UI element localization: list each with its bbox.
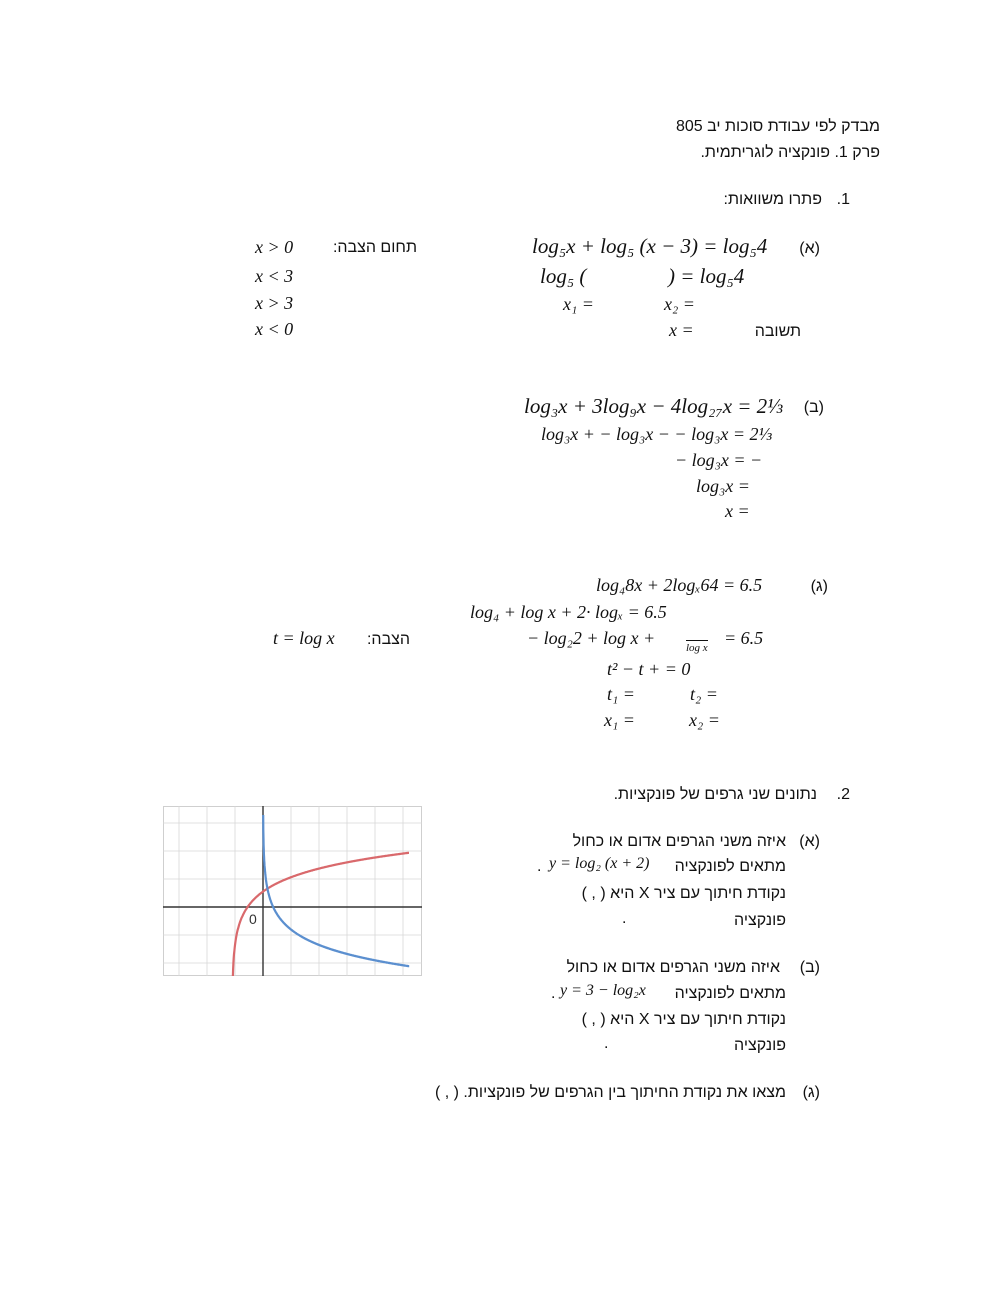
q2b-func-word: פונקציה: [734, 1037, 786, 1054]
function-graph: [163, 806, 422, 976]
q1-title: פתרו משוואות:: [723, 191, 822, 208]
q2-title: נתונים שני גרפים של פונקציות.: [613, 786, 817, 803]
q1a-domain-label: תחום הצבה:: [332, 239, 417, 256]
domain-option-4[interactable]: x < 0: [255, 319, 294, 339]
domain-option-3[interactable]: x > 3: [255, 293, 294, 313]
q2b-dot: .: [551, 985, 556, 1002]
q2c-text: מצאו את נקודת החיתוך בין הגרפים של פונקציות. ( , ): [434, 1084, 786, 1101]
q2c-label: (ג): [802, 1084, 820, 1101]
q1c-line3: − log₂2 + log x +: [527, 628, 656, 648]
q1c-substitution: t = log x: [273, 628, 335, 648]
q1-number: 1.: [836, 191, 850, 208]
page-title: מבדק לפי עבודת סוכות יב 805: [675, 118, 880, 135]
q1a-label: (א): [799, 240, 820, 257]
q2b-function: y = 3 − log₂x: [560, 982, 646, 999]
q1c-sub-label: הצבה:: [366, 631, 410, 648]
q1c-fraction-denominator: log x: [686, 642, 708, 654]
q1a-x2: x₂ =: [664, 294, 695, 314]
q1c-line4: t² − t + = 0: [607, 659, 691, 679]
q1a-line2-right: ) = log₅4: [668, 264, 745, 288]
q2-number: 2.: [836, 786, 850, 803]
q2a-func-word: פונקציה: [734, 912, 786, 929]
q1c-label: (ג): [810, 578, 828, 595]
graph-border: [164, 807, 422, 976]
q1b-line4: log₃x =: [696, 476, 750, 496]
q1a-answer-label: תשובה: [754, 323, 801, 340]
q1c-x1: x₁ =: [604, 710, 635, 730]
q1a-x1: x₁ =: [563, 294, 594, 314]
q2b-question: איזה משני הגרפים אדום או כחול: [566, 959, 780, 976]
q2b-func-prefix: מתאים לפונקציה: [674, 985, 786, 1002]
q2b-label: (ב): [799, 959, 820, 976]
q1a-equation: log₅x + log₅ (x − 3) = log₅4: [532, 234, 768, 258]
q1b-line2: log₃x + − log₃x − − log₃x = 2⅓: [541, 424, 772, 444]
q1c-t1: t₁ =: [607, 684, 635, 704]
q1b-line5: x =: [725, 501, 750, 521]
q1c-line3-eq: = 6.5: [724, 628, 764, 648]
q1c-line2: log₄ + log x + 2· logₓ = 6.5: [470, 602, 667, 622]
q1c-t2: t₂ =: [690, 684, 718, 704]
q1b-equation: log₃x + 3log₉x − 4log₂₇x = 2⅓: [524, 394, 783, 418]
q1b-label: (ב): [803, 399, 824, 416]
q2a-label: (א): [799, 833, 820, 850]
q2a-dot: .: [537, 858, 542, 875]
q1a-line2-left: log₅ (: [540, 264, 587, 288]
origin-label: 0: [249, 911, 257, 927]
q1b-line3: − log₃x = −: [675, 450, 763, 470]
q2b-intersection: נקודת חיתוך עם ציר X היא ( , ): [581, 1011, 786, 1028]
q2b-func-dot: .: [604, 1035, 609, 1052]
q1c-x2: x₂ =: [689, 710, 720, 730]
q2a-function: y = log₂ (x + 2): [549, 855, 650, 872]
q2a-func-dot: .: [622, 910, 627, 927]
q1a-x: x =: [669, 320, 694, 340]
q2a-func-prefix: מתאים לפונקציה: [674, 858, 786, 875]
page-subtitle: פרק 1. פונקציה לוגריתמית.: [700, 144, 880, 161]
domain-option-2[interactable]: x < 3: [255, 266, 294, 286]
q2a-question: איזה משני הגרפים אדום או כחול: [572, 833, 786, 850]
domain-option-1[interactable]: x > 0: [255, 237, 294, 257]
q2a-intersection: נקודת חיתוך עם ציר X היא ( , ): [581, 885, 786, 902]
q1c-equation: log₄8x + 2logₓ64 = 6.5: [596, 575, 763, 595]
